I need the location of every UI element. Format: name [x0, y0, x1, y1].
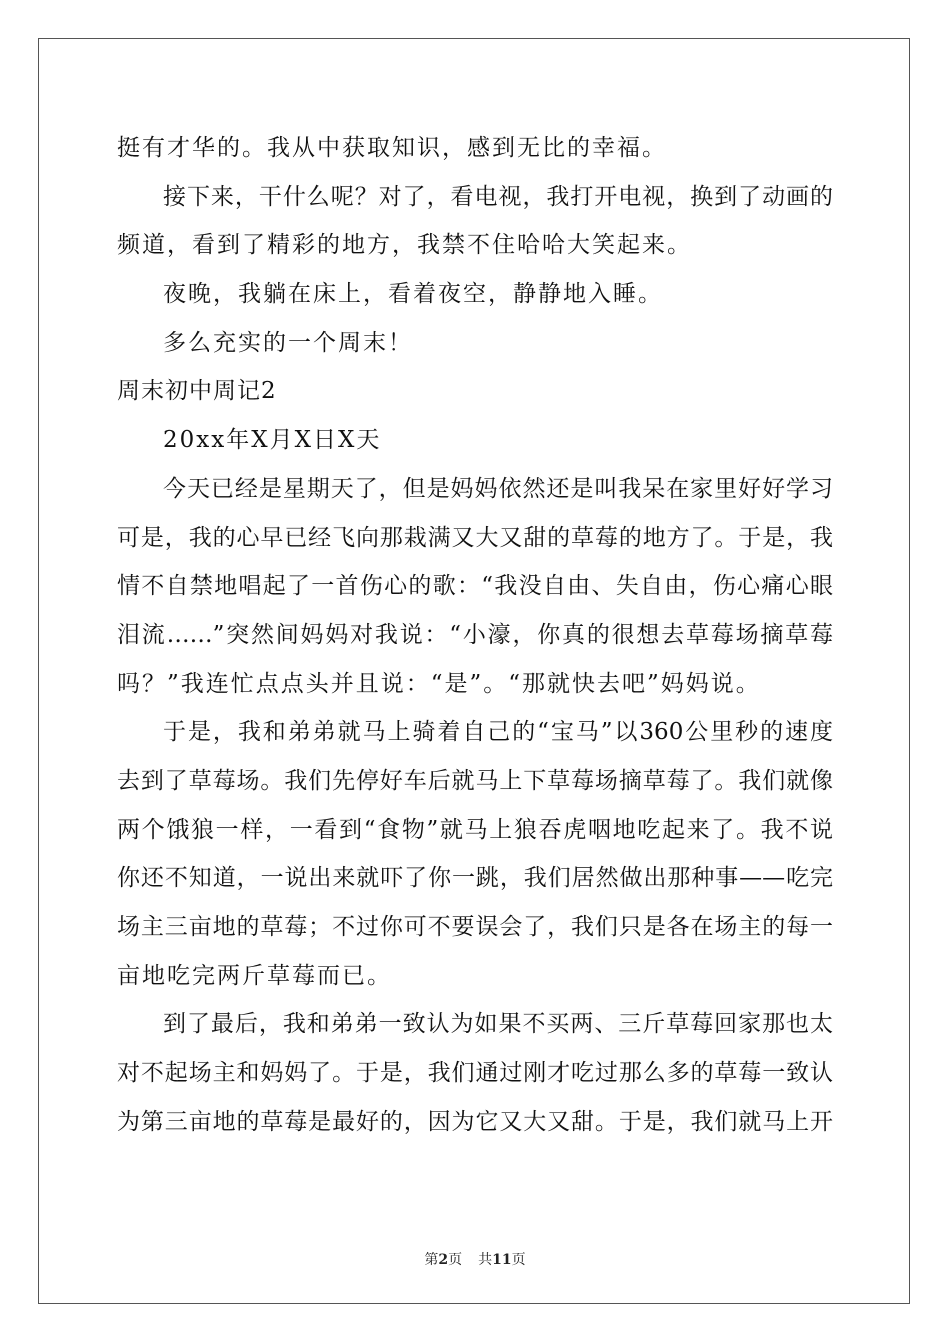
text-line: 场主三亩地的草莓；不过你可不要误会了，我们只是各在场主的每一 [117, 914, 833, 940]
text-line: 挺有才华的。我从中获取知识，感到无比的幸福。 [117, 135, 667, 161]
text-line: 夜晚，我躺在床上，看着夜空，静静地入睡。 [163, 281, 663, 308]
text-line: 于是，我和弟弟就马上骑着自己的“宝马”以360公里秒的速度 [163, 719, 833, 746]
page-current: 2 [438, 1252, 449, 1268]
page-suffix: 页 [448, 1252, 463, 1268]
text-line: 两个饿狼一样，一看到“食物”就马上狼吞虎咽地吃起来了。我不说 [117, 816, 833, 843]
page-footer [0, 1249, 950, 1269]
text-line: 泪流……”突然间妈妈对我说：“小濠，你真的很想去草莓场摘草莓 [117, 621, 833, 648]
text-line: 为第三亩地的草莓是最好的，因为它又大又甜。于是，我们就马上开 [117, 1108, 833, 1135]
text-line: 亩地吃完两斤草莓而已。 [117, 962, 392, 989]
text-line: 你还不知道，一说出来就吓了你一跳，我们居然做出那种事——吃完 [117, 865, 833, 892]
page-prefix: 第 [424, 1252, 439, 1268]
text-line: 去到了草莓场。我们先停好车后就马上下草莓场摘草莓了。我们就像 [117, 767, 833, 794]
text-line: 接下来，干什么呢？对了，看电视，我打开电视，换到了动画的 [163, 183, 833, 210]
text-line: 对不起场主和妈妈了。于是，我们通过刚才吃过那么多的草莓一致认 [117, 1060, 833, 1087]
total-prefix: 共 [478, 1252, 493, 1268]
text-line: 频道，看到了精彩的地方，我禁不住哈哈大笑起来。 [117, 232, 692, 259]
section-heading: 周末初中周记2 [117, 378, 277, 405]
text-line: 情不自禁地唱起了一首伤心的歌：“我没自由、失自由，伤心痛心眼 [117, 573, 833, 600]
document-body [117, 124, 833, 1146]
total-suffix: 页 [511, 1252, 526, 1268]
text-line: 多么充实的一个周末！ [163, 329, 413, 356]
page-total: 11 [492, 1252, 512, 1268]
text-line: 今天已经是星期天了，但是妈妈依然还是叫我呆在家里好好学习 [163, 475, 833, 502]
text-line: 可是，我的心早已经飞向那栽满又大又甜的草莓的地方了。于是，我 [117, 524, 833, 551]
text-line: 到了最后，我和弟弟一致认为如果不买两、三斤草莓回家那也太 [163, 1011, 833, 1038]
text-line: 吗？”我连忙点点头并且说：“是”。“那就快去吧”妈妈说。 [117, 670, 761, 697]
date-line: 20xx年X月X日X天 [163, 427, 382, 454]
